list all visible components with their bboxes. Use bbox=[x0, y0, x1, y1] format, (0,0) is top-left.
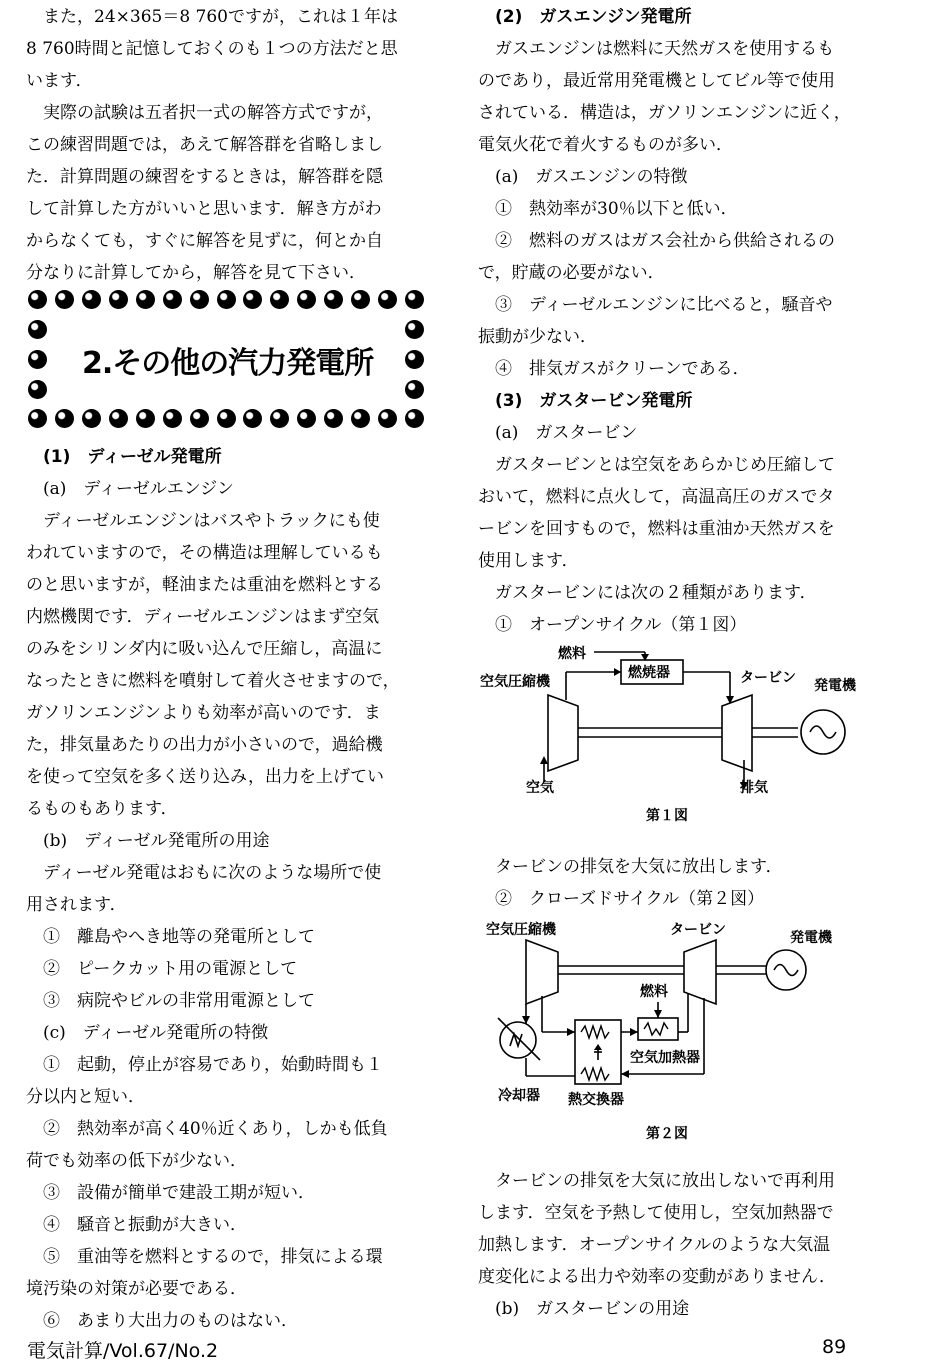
body-line: のと思いますが，軽油または重油を燃料とする bbox=[26, 575, 383, 595]
gas-turbine-uses-heading: (b) ガスタービンの用途 bbox=[495, 1299, 690, 1319]
body-line: 使用します． bbox=[478, 551, 579, 571]
diesel-engine-heading: (a) ディーゼルエンジン bbox=[43, 479, 234, 499]
list-item: ⑥ あまり大出力のものはない． bbox=[43, 1311, 298, 1331]
dot-decoration bbox=[405, 350, 424, 369]
cooler-shape bbox=[500, 1022, 536, 1058]
body-line: ガソリンエンジンよりも効率が高いのです．ま bbox=[26, 703, 381, 723]
fig2-generator-label: 発電機 bbox=[790, 930, 832, 946]
dot-decoration bbox=[28, 380, 47, 399]
dot-decoration bbox=[297, 290, 316, 309]
list-item: ③ 病院やビルの非常用電源として bbox=[43, 991, 315, 1011]
fig1-compressor-label: 空気圧縮機 bbox=[480, 674, 550, 690]
fig1-generator-label: 発電機 bbox=[814, 678, 856, 694]
fig1-caption: 第１図 bbox=[646, 808, 688, 824]
intro-line: また，24×365＝8 760ですが，これは１年は bbox=[43, 7, 398, 27]
body-line: ガスエンジンは燃料に天然ガスを使用するも bbox=[495, 39, 835, 59]
gas-engine-features-heading: (a) ガスエンジンの特徴 bbox=[495, 167, 688, 187]
dot-decoration bbox=[55, 290, 74, 309]
fig1-turbine-label: タービン bbox=[740, 670, 796, 686]
list-item: ① 離島やへき地等の発電所として bbox=[43, 927, 315, 947]
intro-line: して計算した方がいいと思います．解き方がわ bbox=[26, 199, 382, 219]
list-item: ④ 排気ガスがクリーンである． bbox=[495, 359, 750, 379]
fig2-turbine-label: タービン bbox=[670, 922, 726, 938]
turbine-shape bbox=[722, 695, 752, 771]
list-item: 荷でも効率の低下が少ない． bbox=[26, 1151, 247, 1171]
dot-decoration bbox=[351, 409, 370, 428]
body-line: のみをシリンダ内に吸い込んで圧縮し，高温に bbox=[26, 639, 383, 659]
dot-decoration bbox=[243, 409, 262, 428]
body-line: されている．構造は，ガソリンエンジンに近く， bbox=[478, 103, 851, 123]
dot-decoration bbox=[378, 409, 397, 428]
diesel-heading: (1) ディーゼル発電所 bbox=[43, 447, 222, 467]
body-line: ガスタービンには次の２種類があります． bbox=[495, 583, 817, 603]
intro-line: 8 760時間と記憶しておくのも１つの方法だと思 bbox=[26, 39, 398, 59]
list-item: ② 熱効率が高く40％近くあり，しかも低負 bbox=[43, 1119, 388, 1139]
intro-line: 実際の試験は五者択一式の解答方式ですが， bbox=[43, 103, 383, 123]
body-line: のであり，最近常用発電機としてビル等で使用 bbox=[478, 71, 835, 91]
body-line: ディーゼル発電はおもに次のような場所で使 bbox=[43, 863, 382, 883]
fig2-cooler-label: 冷却器 bbox=[498, 1088, 540, 1104]
dot-decoration bbox=[28, 290, 47, 309]
intro-line: た．計算問題の練習をするときは，解答群を隠 bbox=[26, 167, 383, 187]
dot-decoration bbox=[270, 290, 289, 309]
list-item: ① 起動，停止が容易であり，始動時間も１ bbox=[43, 1055, 383, 1075]
dot-decoration bbox=[109, 290, 128, 309]
fig2-fuel-label: 燃料 bbox=[640, 984, 668, 1000]
dot-decoration bbox=[163, 409, 182, 428]
features-heading: (c) ディーゼル発電所の特徴 bbox=[43, 1023, 269, 1043]
fig1-fuel-label: 燃料 bbox=[558, 646, 586, 662]
body-line: タービンの排気を大気に放出します． bbox=[495, 857, 783, 877]
fig2-air-heater-label: 空気加熱器 bbox=[630, 1050, 700, 1066]
fig1-air-label: 空気 bbox=[526, 780, 554, 796]
body-line: 加熱します．オープンサイクルのような大気温 bbox=[478, 1235, 831, 1255]
fig1-combustor-label: 燃焼器 bbox=[628, 665, 670, 681]
uses-heading: (b) ディーゼル発電所の用途 bbox=[43, 831, 270, 851]
list-item: 境汚染の対策が必要である． bbox=[26, 1279, 247, 1299]
body-line: します．空気を予熱して使用し，空気加熱器で bbox=[478, 1203, 834, 1223]
dot-decoration bbox=[270, 409, 289, 428]
body-line: 内燃機関です．ディーゼルエンジンはまず空気 bbox=[26, 607, 380, 627]
dot-decoration bbox=[82, 409, 101, 428]
journal-footer: 電気計算/Vol.67/No.2 bbox=[27, 1340, 219, 1362]
body-line: おいて，燃料に点火して，高温高圧のガスでタ bbox=[478, 487, 835, 507]
dot-decoration bbox=[297, 409, 316, 428]
section-title: 2.その他の汽力発電所 bbox=[82, 346, 374, 381]
page-number: 89 bbox=[822, 1336, 847, 1358]
body-line: ービンを回すもので，燃料は重油か天然ガスを bbox=[478, 519, 835, 539]
dot-decoration bbox=[109, 409, 128, 428]
body-line: ガスタービンとは空気をあらかじめ圧縮して bbox=[495, 455, 835, 475]
list-item: 分以内と短い． bbox=[26, 1087, 145, 1107]
figure-1-open-cycle bbox=[478, 640, 878, 830]
list-item: ② 燃料のガスはガス会社から供給されるの bbox=[495, 231, 835, 251]
section-title-box bbox=[28, 290, 424, 428]
dot-decoration bbox=[28, 320, 47, 339]
intro-line: この練習問題では，あえて解答群を省略しまし bbox=[26, 135, 383, 155]
dot-decoration bbox=[163, 290, 182, 309]
gas-turbine-sub: (a) ガスタービン bbox=[495, 423, 638, 443]
dot-decoration bbox=[405, 290, 424, 309]
dot-decoration bbox=[136, 290, 155, 309]
list-item: で，貯蔵の必要がない． bbox=[478, 263, 665, 283]
figure-2-closed-cycle bbox=[478, 914, 878, 1150]
body-line: ディーゼルエンジンはバスやトラックにも使 bbox=[43, 511, 380, 531]
list-item: ① 熱効率が30％以下と低い． bbox=[495, 199, 738, 219]
body-line: を使って空気を多く送り込み，出力を上げてい bbox=[26, 767, 385, 787]
fig2-heat-exchanger-label: 熱交換器 bbox=[568, 1092, 624, 1108]
gas-engine-heading: (2) ガスエンジン発電所 bbox=[495, 7, 692, 27]
fig2-caption: 第２図 bbox=[646, 1126, 688, 1142]
dot-decoration bbox=[190, 290, 209, 309]
body-line: なったときに燃料を噴射して着火させますので， bbox=[26, 671, 400, 691]
list-item: ② ピークカット用の電源として bbox=[43, 959, 298, 979]
dot-decoration bbox=[217, 409, 236, 428]
dot-decoration bbox=[405, 380, 424, 399]
body-line: タービンの排気を大気に放出しないで再利用 bbox=[495, 1171, 835, 1191]
list-item: ⑤ 重油等を燃料とするので，排気による環 bbox=[43, 1247, 383, 1267]
list-item: 振動が少ない． bbox=[478, 327, 597, 347]
intro-line: からなくても，すぐに解答を見ずに，何とか自 bbox=[26, 231, 383, 251]
list-item: ③ ディーゼルエンジンに比べると，騒音や bbox=[495, 295, 833, 315]
intro-line: います． bbox=[26, 71, 93, 91]
list-item: ④ 騒音と振動が大きい． bbox=[43, 1215, 247, 1235]
dot-decoration bbox=[55, 409, 74, 428]
dot-decoration bbox=[378, 290, 397, 309]
intro-line: 分なりに計算してから，解答を見て下さい． bbox=[26, 263, 366, 283]
dot-decoration bbox=[217, 290, 236, 309]
gas-turbine-heading: (3) ガスタービン発電所 bbox=[495, 391, 693, 411]
body-line: た，排気量あたりの出力が小さいので，過給機 bbox=[26, 735, 383, 755]
body-line: 電気火花で着火するものが多い． bbox=[478, 135, 733, 155]
dot-decoration bbox=[351, 290, 370, 309]
dot-decoration bbox=[324, 290, 343, 309]
compressor-shape bbox=[548, 695, 578, 771]
dot-decoration bbox=[82, 290, 101, 309]
body-line: われていますので，その構造は理解しているも bbox=[26, 543, 383, 563]
dot-decoration bbox=[190, 409, 209, 428]
fig1-exhaust-label: 排気 bbox=[740, 780, 768, 796]
body-line: 用されます． bbox=[26, 895, 127, 915]
dot-decoration bbox=[405, 320, 424, 339]
body-line: るものもあります． bbox=[26, 799, 178, 819]
body-line: ② クローズドサイクル（第２図） bbox=[495, 889, 765, 909]
list-item: ③ 設備が簡単で建設工期が短い． bbox=[43, 1183, 315, 1203]
dot-decoration bbox=[405, 409, 424, 428]
dot-decoration bbox=[28, 350, 47, 369]
dot-decoration bbox=[28, 409, 47, 428]
fig2-compressor-label: 空気圧縮機 bbox=[486, 922, 556, 938]
body-line: 度変化による出力や効率の変動がありません． bbox=[478, 1267, 837, 1287]
compressor-shape bbox=[526, 940, 558, 1004]
dot-decoration bbox=[243, 290, 262, 309]
dot-decoration bbox=[136, 409, 155, 428]
dot-decoration bbox=[324, 409, 343, 428]
body-line: ① オープンサイクル（第１図） bbox=[495, 615, 747, 635]
